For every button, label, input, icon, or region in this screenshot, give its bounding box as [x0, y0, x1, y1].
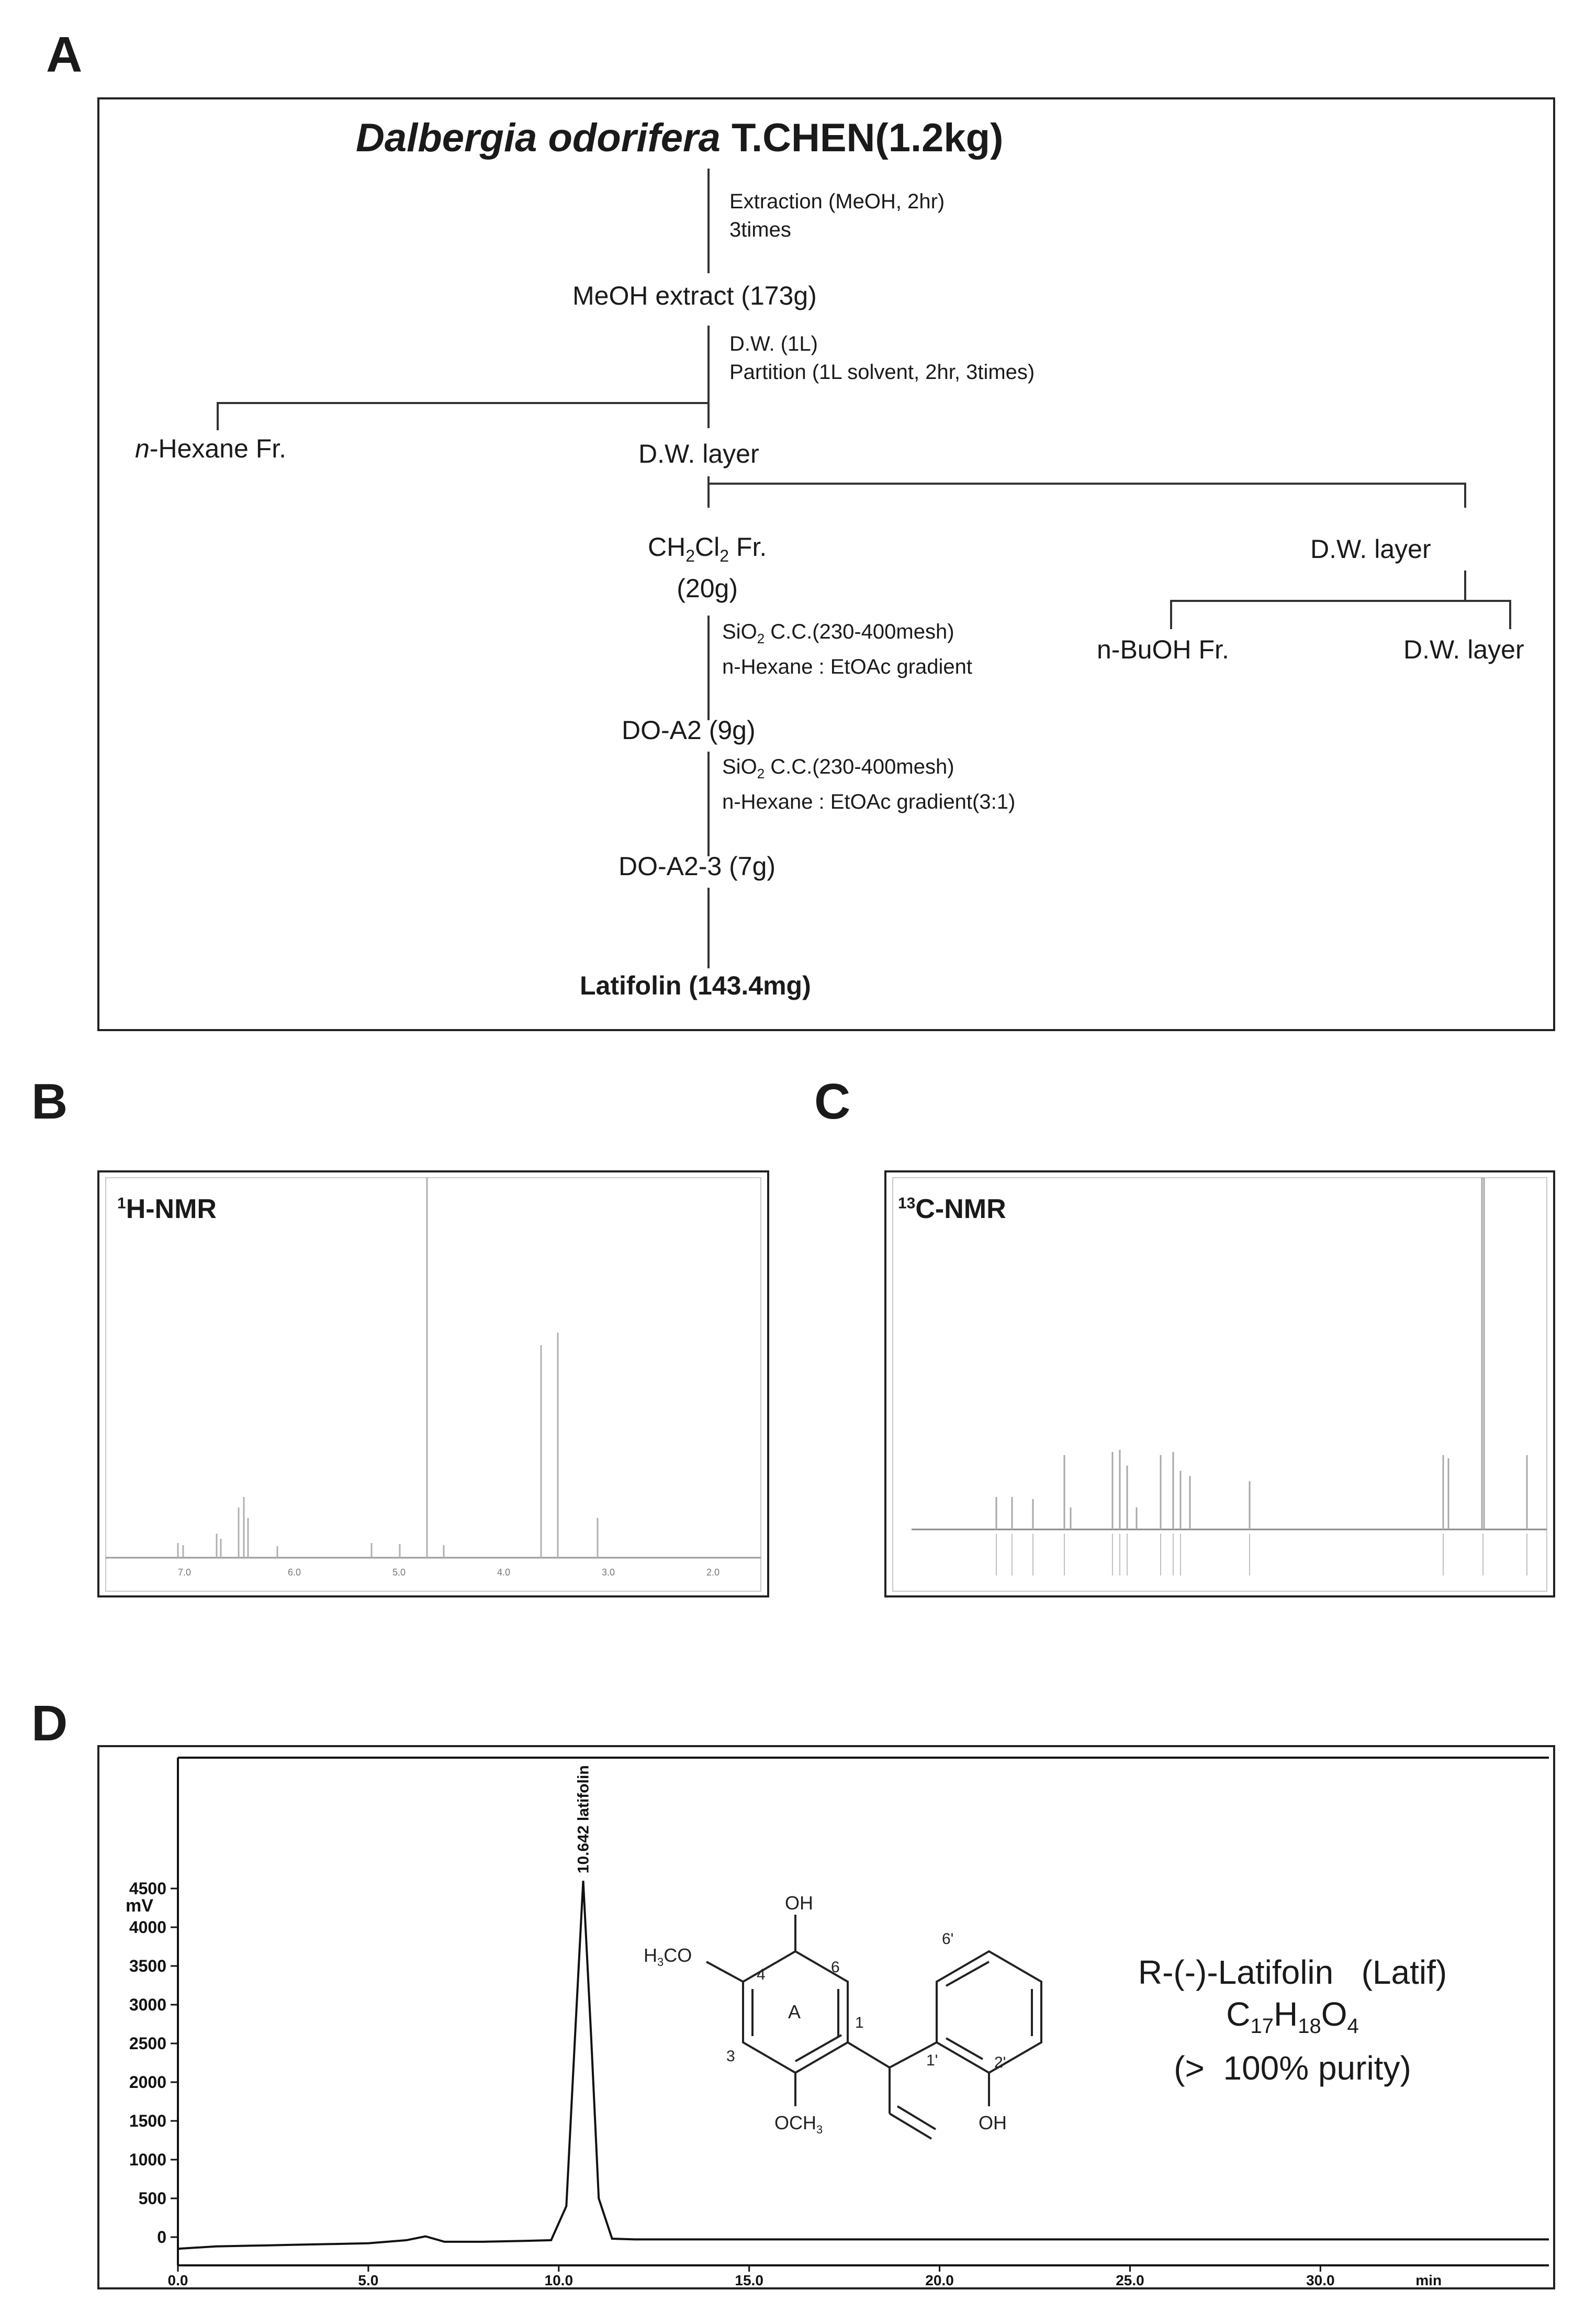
node-ch2cl2-fraction: [648, 531, 767, 605]
hexane-italic-n: n: [135, 434, 150, 463]
ch2cl2-sub2: 2: [720, 546, 729, 565]
struct-pos-1p: 1': [926, 2052, 938, 2069]
x-tick-label: 10.0: [544, 2272, 574, 2287]
struct-pos-4: 4: [757, 1966, 766, 1983]
ch2cl2-ch: CH: [648, 532, 686, 562]
struct-pos-1: 1: [855, 2014, 864, 2031]
flow-line: [707, 169, 710, 273]
compound-name: R-(-)-Latifolin (Latif): [1138, 1953, 1447, 1991]
cc-mesh: C.C.(230-400mesh): [765, 620, 954, 643]
c-nmr-spectrum: [884, 1170, 1555, 1597]
c-nmr-plot: [886, 1172, 1553, 1595]
y-tick-label: 4000: [129, 1918, 166, 1937]
y-tick-label: 3000: [129, 1995, 166, 2014]
y-tick-label: 4500: [129, 1879, 166, 1898]
struct-och3: $OCH_3$: [774, 2112, 823, 2136]
sio2-label: SiO: [722, 755, 757, 778]
svg-text:5.0: 5.0: [392, 1567, 406, 1578]
x-tick-label: 20.0: [925, 2272, 954, 2287]
step-silica-column-2: [722, 753, 1015, 816]
step-partition-line1: D.W. (1L): [729, 332, 818, 355]
node-dw-layer-1: D.W. layer: [638, 439, 759, 468]
step-extraction: [729, 187, 945, 244]
flow-line: [707, 752, 710, 856]
peak-label: 10.642 latifolin: [575, 1765, 592, 1874]
sio2-label: SiO: [722, 620, 757, 643]
step-partition-line2: Partition (1L solvent, 2hr, 3times): [729, 361, 1035, 384]
struct-oh-bottom: OH: [979, 2112, 1007, 2133]
x-tick-label: 25.0: [1116, 2272, 1144, 2287]
step-silica-column-1: [722, 618, 972, 681]
step-extraction-line1: Extraction (MeOH, 2hr): [729, 190, 945, 213]
ch2cl2-mass: (20g): [677, 574, 738, 603]
svg-text:3.0: 3.0: [602, 1567, 615, 1578]
node-buoh-fraction: n-BuOH Fr.: [1097, 635, 1229, 664]
h-nmr-plot: [99, 1172, 767, 1595]
step-partition: [729, 330, 1035, 386]
y-tick-label: 0: [157, 2228, 166, 2247]
cc-mesh: C.C.(230-400mesh): [765, 755, 954, 778]
node-do-a2: DO-A2 (9g): [622, 716, 756, 745]
node-dw-layer-2: D.W. layer: [1310, 534, 1431, 564]
species-name: Dalbergia odorifera: [356, 116, 721, 160]
node-dw-layer-3: D.W. layer: [1403, 635, 1524, 664]
flow-line: [1509, 600, 1511, 629]
extraction-flowchart: [97, 97, 1555, 1031]
y-tick-label: 3500: [129, 1957, 166, 1975]
svg-text:7.0: 7.0: [178, 1567, 192, 1578]
compound-purity: (> 100% purity): [1174, 2049, 1411, 2087]
x-tick-label: 5.0: [358, 2272, 379, 2287]
flowchart-title: [356, 115, 1003, 161]
panel-label-a: A: [46, 27, 83, 83]
svg-text:2.0: 2.0: [706, 1567, 720, 1578]
flow-line: [707, 616, 710, 720]
flow-line: [707, 476, 710, 508]
node-do-a2-3: DO-A2-3 (7g): [619, 852, 776, 881]
flow-line: [707, 326, 710, 428]
svg-text:4.0: 4.0: [497, 1567, 511, 1578]
c-nmr-text: C-NMR: [915, 1194, 1006, 1224]
struct-pos-6: 6: [831, 1959, 840, 1976]
sio2-sub: 2: [757, 631, 765, 646]
hexane-label: -Hexane Fr.: [149, 434, 287, 463]
h-nmr-sup: 1: [117, 1194, 126, 1212]
species-author-mass: T.CHEN(1.2kg): [720, 116, 1004, 160]
struct-h3co: $H_3CO$: [644, 1945, 692, 1969]
c-nmr-sup: 13: [898, 1194, 916, 1212]
svg-text:6.0: 6.0: [288, 1567, 301, 1578]
h-nmr-text: H-NMR: [126, 1194, 217, 1224]
panel-label-d: D: [31, 1695, 68, 1751]
flow-line: [1170, 600, 1172, 629]
h-nmr-spectrum: [97, 1170, 769, 1597]
struct-ring-a: A: [788, 2001, 801, 2023]
x-tick-label: 30.0: [1306, 2272, 1335, 2287]
x-axis-label: min: [1415, 2272, 1442, 2287]
flow-line: [707, 888, 710, 968]
compound-info: [1094, 1951, 1491, 2089]
gradient-2: n-Hexane : EtOAc gradient(3:1): [722, 790, 1016, 813]
flow-line: [217, 402, 710, 404]
ch2cl2-sub1: 2: [685, 546, 695, 565]
panel-label-b: B: [31, 1074, 68, 1130]
node-meoh-extract: MeOH extract (173g): [572, 281, 817, 310]
flow-line: [217, 402, 219, 430]
compound-formula: $C_{17}H_{18}O_4$: [1226, 1995, 1359, 2038]
y-tick-label: 1000: [129, 2150, 166, 2169]
flow-line: [1464, 571, 1466, 602]
sio2-sub: 2: [757, 766, 765, 781]
panel-label-c: C: [814, 1074, 851, 1130]
x-tick-label: 15.0: [735, 2272, 763, 2287]
y-tick-label: 1500: [129, 2111, 166, 2130]
struct-pos-3: 3: [726, 2048, 735, 2065]
step-extraction-line2: 3times: [729, 218, 791, 241]
flow-line: [707, 483, 1466, 485]
struct-pos-6p: 6': [942, 1930, 954, 1948]
ch2cl2-cl: Cl: [695, 532, 720, 562]
node-hexane-fraction: [135, 433, 286, 464]
latifolin-structure: [633, 1852, 1062, 2218]
y-axis-label: mV: [126, 1896, 153, 1916]
node-latifolin: Latifolin (143.4mg): [580, 971, 811, 1000]
ch2cl2-fr: Fr.: [729, 532, 767, 562]
y-tick-label: 500: [138, 2189, 166, 2208]
flow-line: [1170, 600, 1511, 602]
struct-pos-2p: 2': [994, 2054, 1006, 2071]
y-tick-label: 2000: [129, 2073, 166, 2092]
struct-oh-top: OH: [785, 1892, 813, 1914]
y-tick-label: 2500: [129, 2034, 166, 2053]
flow-line: [1464, 483, 1466, 508]
gradient-1: n-Hexane : EtOAc gradient: [722, 655, 973, 678]
hplc-chromatogram: [97, 1745, 1555, 2289]
x-tick-label: 0.0: [167, 2272, 188, 2287]
